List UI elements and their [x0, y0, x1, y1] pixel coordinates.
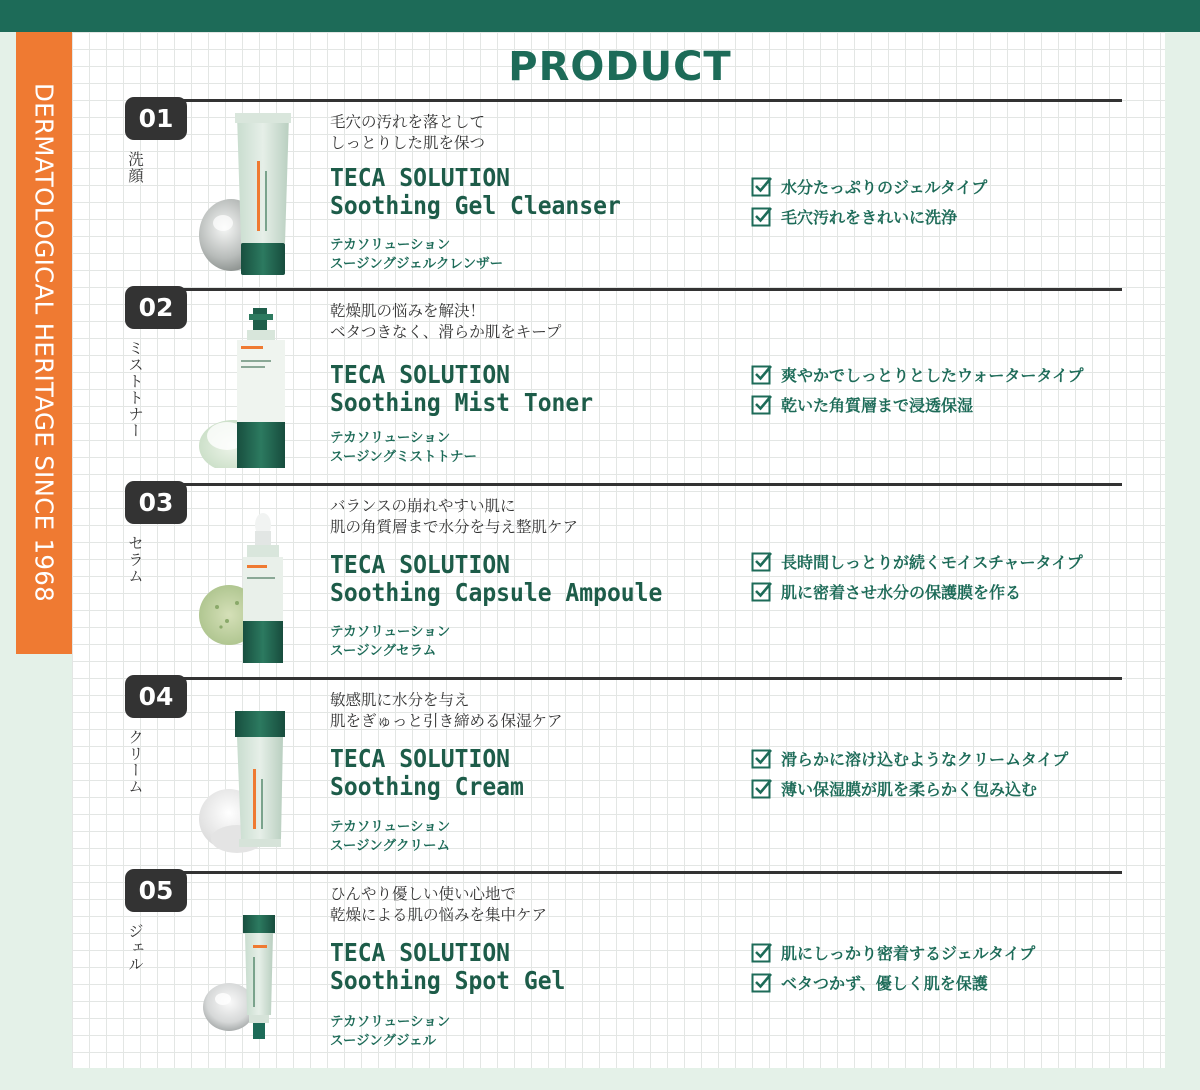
- checkbox-icon: [751, 175, 773, 197]
- checkbox-icon: [751, 777, 773, 799]
- product-name: Soothing Cream: [330, 772, 524, 801]
- product-category: セラム: [126, 535, 144, 585]
- feature-item: 肌にしっかり密着するジェルタイプ: [751, 937, 1035, 967]
- feature-item: 毛穴汚れをきれいに洗浄: [751, 201, 987, 231]
- product-number: 02: [125, 286, 187, 329]
- product-name: Soothing Capsule Ampoule: [330, 578, 663, 607]
- product-tagline: 毛穴の汚れを落として しっとりした肌を保つ: [330, 113, 486, 152]
- product-row: [0, 869, 1200, 1059]
- product-name-jp: テカソリューション スージングセラム: [330, 624, 451, 659]
- feature-item: 滑らかに溶け込むようなクリームタイプ: [751, 743, 1068, 773]
- product-tagline: ひんやり優しい使い心地で 乾燥による肌の悩みを集中ケア: [330, 885, 548, 924]
- product-number: 03: [125, 481, 187, 524]
- feature-item: 爽やかでしっとりとしたウォータータイプ: [751, 359, 1084, 389]
- product-brand: TECA SOLUTION: [330, 360, 511, 389]
- heritage-text: DERMATOLOGICAL HERITAGE SINCE 1968: [29, 83, 59, 603]
- product-brand: TECA SOLUTION: [330, 938, 511, 967]
- product-row: [0, 675, 1200, 865]
- checkbox-icon: [751, 580, 773, 602]
- row-divider: [180, 483, 1122, 486]
- product-name: Soothing Spot Gel: [330, 966, 566, 995]
- checkbox-icon: [751, 747, 773, 769]
- feature-list: [751, 171, 987, 231]
- product-category: ジェル: [126, 923, 144, 973]
- top-bar: [0, 0, 1200, 32]
- feature-item: 乾いた角質層まで浸透保湿: [751, 389, 1084, 419]
- feature-item: 肌に密着させ水分の保護膜を作る: [751, 576, 1083, 606]
- checkbox-icon: [751, 363, 773, 385]
- feature-list: [751, 359, 1084, 419]
- cream-tube-image: [197, 689, 305, 857]
- product-number: 05: [125, 869, 187, 912]
- product-tagline: バランスの崩れやすい肌に 肌の角質層まで水分を与え整肌ケア: [330, 497, 579, 536]
- product-name-jp: テカソリューション スージングミストトナー: [330, 430, 477, 465]
- product-name: Soothing Gel Cleanser: [330, 191, 621, 220]
- row-divider: [180, 99, 1122, 102]
- capsule-ampoule-dropper-image: [197, 495, 305, 663]
- product-category: ミストトナー: [126, 340, 144, 439]
- product-number: 04: [125, 675, 187, 718]
- spot-gel-tube-image: [197, 883, 305, 1051]
- product-name-jp: テカソリューション スージングジェル: [330, 1014, 451, 1049]
- row-divider: [180, 871, 1122, 874]
- row-divider: [180, 677, 1122, 680]
- row-divider: [180, 288, 1122, 291]
- checkbox-icon: [751, 941, 773, 963]
- feature-item: 薄い保湿膜が肌を柔らかく包み込む: [751, 773, 1068, 803]
- feature-list: [751, 546, 1083, 606]
- feature-list: [751, 937, 1035, 997]
- gel-cleanser-tube-image: [197, 111, 305, 279]
- product-brand: TECA SOLUTION: [330, 163, 511, 192]
- feature-item: ベタつかず、優しく肌を保護: [751, 967, 1035, 997]
- product-tagline: 敏感肌に水分を与え 肌をぎゅっと引き締める保湿ケア: [330, 691, 563, 730]
- product-name: Soothing Mist Toner: [330, 388, 594, 417]
- product-name-jp: テカソリューション スージングクリーム: [330, 819, 451, 854]
- product-brand: TECA SOLUTION: [330, 744, 511, 773]
- mist-toner-bottle-image: [197, 300, 305, 468]
- checkbox-icon: [751, 971, 773, 993]
- feature-item: 長時間しっとりが続くモイスチャータイプ: [751, 546, 1083, 576]
- product-name-jp: テカソリューション スージングジェルクレンザー: [330, 237, 504, 272]
- checkbox-icon: [751, 205, 773, 227]
- page-title: PRODUCT: [508, 44, 732, 90]
- product-row: [0, 97, 1200, 287]
- product-category: クリーム: [126, 729, 144, 795]
- product-brand: TECA SOLUTION: [330, 550, 511, 579]
- product-category: 洗顔: [126, 151, 144, 184]
- product-row: [0, 286, 1200, 476]
- feature-list: [751, 743, 1068, 803]
- product-row: [0, 481, 1200, 671]
- product-number: 01: [125, 97, 187, 140]
- checkbox-icon: [751, 550, 773, 572]
- feature-item: 水分たっぷりのジェルタイプ: [751, 171, 987, 201]
- checkbox-icon: [751, 393, 773, 415]
- product-tagline: 乾燥肌の悩みを解決！ ベタつきなく、滑らか肌をキープ: [330, 302, 562, 341]
